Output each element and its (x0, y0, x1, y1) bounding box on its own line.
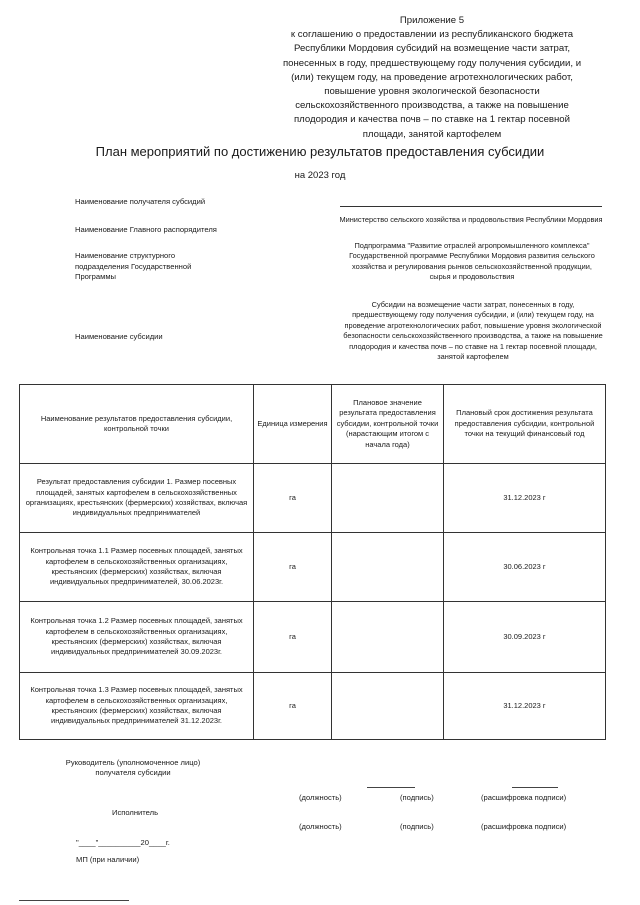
appendix-line: Республики Мордовия субсидий на возмещение части затрат, (293, 43, 571, 55)
result-name-cell: Контрольная точка 1.1 Размер посевных площадей, занятых картофелем в сельскохозяйственных организациях, крестьянских (фермерских) хозяйствах, включая индивидуальных предпринимателей, 30.06.2023г. (20, 533, 254, 602)
deadline-cell: 30.09.2023 г (444, 602, 606, 673)
table-row (20, 533, 606, 602)
signature-caption: (подпись) (400, 793, 434, 802)
decoding-caption: (расшифровка подписи) (481, 822, 567, 831)
appendix-line: Приложение 5 (399, 15, 465, 26)
column-header-name: Наименование результатов предоставления субсидии, контрольной точки (20, 385, 254, 464)
appendix-line: площади, занятой картофелем (362, 128, 502, 140)
result-name-cell: Контрольная точка 1.3 Размер посевных площадей, занятых картофелем в сельскохозяйственных организациях, крестьянских (фермерских) хозяйствах, включая индивидуальных предпринимателей 31.12.2023г. (20, 673, 254, 740)
signature-line (367, 787, 415, 788)
appendix-line: плодородия и качества почв – по ставке на 1 гектар посевной (293, 114, 570, 126)
appendix-line: (или) текущем году, на проведение агротехнологических работ, (291, 71, 573, 83)
plan-table (19, 384, 606, 740)
program-value: Подпрограмма "Развитие отраслей агропромышленного комплекса" Государственной программе Республики Мордовия развития сельского хозяйства и регулирования рынков сельскохозяйственной продукции, сырья и продовольствия (349, 241, 595, 282)
planned-value-cell (332, 602, 444, 673)
column-header-planned-value: Плановое значение результата предоставления субсидии, контрольной точки (нарастающим итогом с начала года) (332, 385, 444, 464)
deadline-cell: 31.12.2023 г (444, 673, 606, 740)
manager-value: Министерство сельского хозяйства и продовольствия Республики Мордовия (339, 215, 603, 224)
subsidy-label: Наименование субсидии (75, 332, 163, 341)
table-row (20, 464, 606, 533)
table-row (20, 673, 606, 740)
position-caption: (должность) (299, 822, 342, 831)
appendix-line: понесенных в году, предшествующему году получения субсидии, и (282, 57, 582, 69)
footer-rule (19, 900, 129, 901)
planned-value-cell (332, 464, 444, 533)
result-name-cell: Результат предоставления субсидии 1. Размер посевных площадей, занятых картофелем в сельскохозяйственных организациях, крестьянских (фермерских) хозяйствах, включая индивидуальных предпринимателей (20, 464, 254, 533)
program-label: Наименование структурного подразделения Государственной Программы (75, 251, 192, 282)
executor-label: Исполнитель (112, 808, 159, 817)
table-header-row (20, 385, 606, 464)
position-caption: (должность) (299, 793, 342, 802)
document-title: План мероприятий по достижению результатов предоставления субсидии (95, 144, 545, 159)
manager-label: Наименование Главного распорядителя (75, 225, 217, 234)
stamp-label: МП (при наличии) (76, 855, 140, 864)
deadline-cell: 30.06.2023 г (444, 533, 606, 602)
date-line: "____"__________20____г. (76, 838, 170, 847)
appendix-header (262, 14, 602, 142)
year-line: на 2023 год (294, 170, 346, 181)
appendix-line: сельскохозяйственного производства, а также на повышение (295, 100, 569, 112)
signature-caption: (подпись) (400, 822, 434, 831)
recipient-label: Наименование получателя субсидий (75, 197, 206, 206)
unit-cell: га (254, 673, 332, 740)
appendix-line: к соглашению о предоставлении из республиканского бюджета (290, 29, 574, 41)
planned-value-cell (332, 673, 444, 740)
unit-cell: га (254, 602, 332, 673)
subsidy-value: Субсидии на возмещение части затрат, понесенных в году, предшествующему году получения субсидии, и (или) текущем году, на проведение агротехнологических работ, повышение уровня экологической безопасности сельскохозяйственного производства, а также на повышение плодородия и качества почв – по ставке на 1 гектар посевной площади, занятой картофелем (343, 300, 603, 362)
table-row (20, 602, 606, 673)
appendix-line: повышение уровня экологической безопасности (324, 86, 540, 98)
unit-cell: га (254, 533, 332, 602)
result-name-cell: Контрольная точка 1.2 Размер посевных площадей, занятых картофелем в сельскохозяйственных организациях, крестьянских (фермерских) хозяйствах, включая индивидуальных предпринимателей 30.09.2023г. (20, 602, 254, 673)
column-header-unit: Единица измерения (254, 385, 332, 464)
column-header-deadline: Плановый срок достижения результата предоставления субсидии, контрольной точки на текущий финансовый год (444, 385, 606, 464)
recipient-underline (340, 206, 602, 207)
planned-value-cell (332, 533, 444, 602)
decoding-caption: (расшифровка подписи) (481, 793, 567, 802)
head-label: Руководитель (уполномоченное лицо) получателя субсидии (65, 758, 201, 777)
unit-cell: га (254, 464, 332, 533)
deadline-cell: 31.12.2023 г (444, 464, 606, 533)
decoding-line (512, 787, 558, 788)
